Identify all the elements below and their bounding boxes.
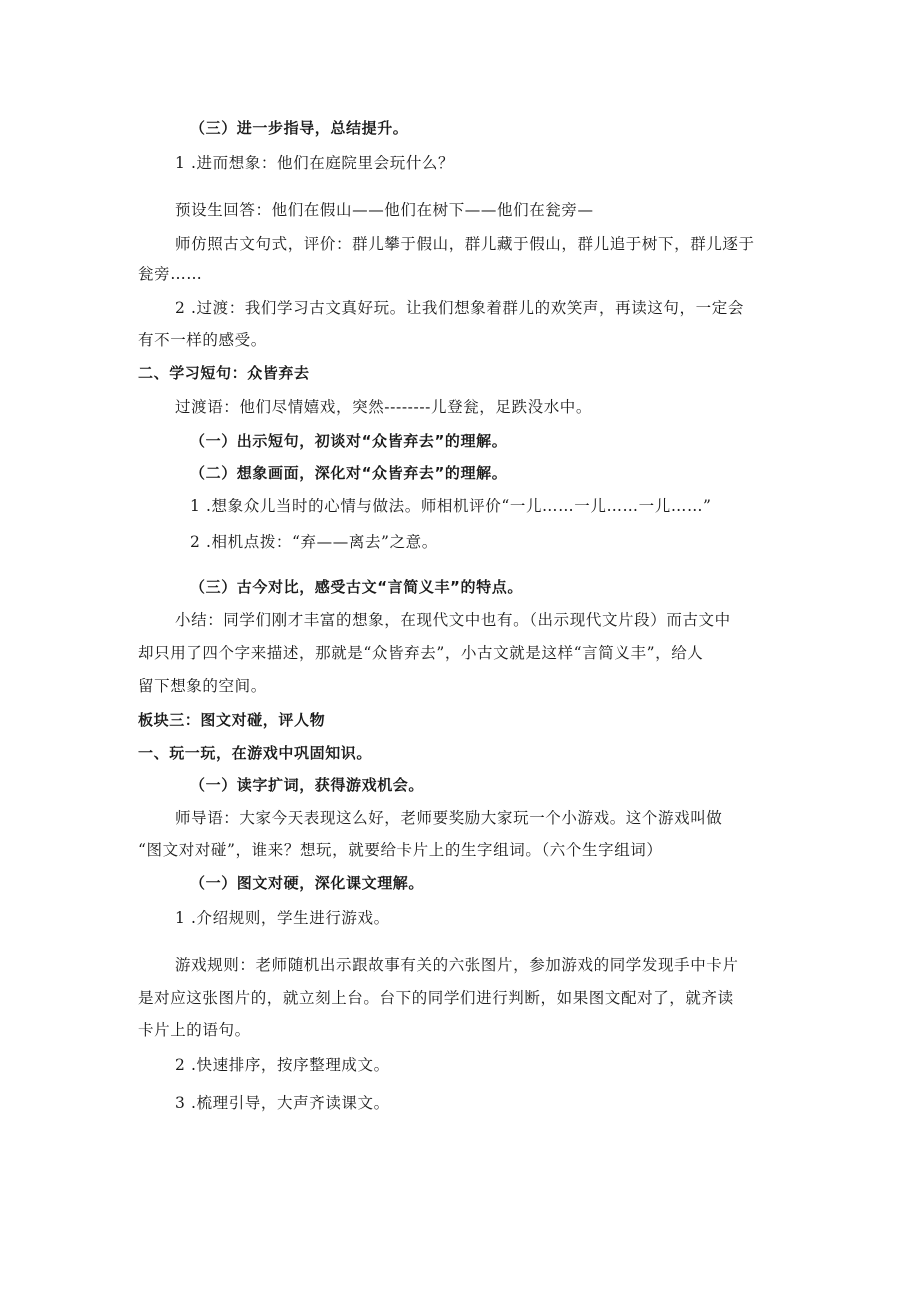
paragraph-hint: 2 .相机点拨：“弃——离去”之意。	[190, 533, 438, 551]
paragraph-teacher-guide-cont: “图文对对碰”，谁来？想玩，就要给卡片上的生字组词。（六个生字组词）	[138, 841, 663, 859]
paragraph-teacher-guide: 师导语：大家今天表现这么好，老师要奖励大家玩一个小游戏。这个游戏叫做	[175, 809, 723, 827]
paragraph-summary: 小结：同学们刚才丰富的想象，在现代文中也有。（出示现代文片段）而古文中	[175, 611, 731, 629]
paragraph-transition-words: 过渡语：他们尽情嬉戏，突然--------儿登瓮，足跌没水中。	[175, 398, 592, 416]
paragraph-quick-sort: 2 .快速排序，按序整理成文。	[175, 1056, 390, 1074]
paragraph-summary-cont-1: 却只用了四个字来描述，那就是“众皆弃去”，小古文就是这样“言简义丰”，给人	[138, 644, 704, 662]
paragraph-game-rules: 游戏规则：老师随机出示跟故事有关的六张图片，参加游戏的同学发现手中卡片	[175, 956, 739, 974]
paragraph-game-rules-cont-2: 卡片上的语句。	[138, 1021, 251, 1039]
paragraph-imagine: 1 .进而想象：他们在庭院里会玩什么？	[175, 154, 455, 172]
paragraph-introduce-rules: 1 .介绍规则，学生进行游戏。	[175, 909, 390, 927]
paragraph-transition: 2 .过渡：我们学习古文真好玩。让我们想象着群儿的欢笑声，再读这句，一定会	[175, 299, 744, 317]
subheading-contrast: （三）古今对比，感受古文“言简义丰”的特点。	[190, 578, 523, 596]
paragraph-game-rules-cont-1: 是对应这张图片的，就立刻上台。台下的同学们进行判断，如果图文配对了，就齐读	[138, 989, 734, 1007]
heading-play-game: 一、玩一玩，在游戏中巩固知识。	[138, 744, 373, 762]
paragraph-guide-read: 3 .梳理引导，大声齐读课文。	[175, 1094, 390, 1112]
heading-section-three: 板块三：图文对碰，评人物	[138, 711, 326, 729]
subheading-match-pictures: （一）图文对硬，深化课文理解。	[190, 874, 425, 892]
paragraph-transition-cont: 有不一样的感受。	[138, 331, 267, 349]
subheading-read-words: （一）读字扩词，获得游戏机会。	[190, 776, 425, 794]
subheading-imagine-scene: （二）想象画面，深化对“众皆弃去”的理解。	[190, 464, 508, 482]
paragraph-teacher-comment: 师仿照古文句式，评价：群儿攀于假山，群儿藏于假山，群儿追于树下，群儿逐于	[175, 235, 755, 253]
paragraph-summary-cont-2: 留下想象的空间。	[138, 677, 267, 695]
paragraph-imagine-feelings: 1 .想象众儿当时的心情与做法。师相机评价“一儿……一儿……一儿……”	[190, 497, 712, 515]
paragraph-preset-answer: 预设生回答：他们在假山——他们在树下——他们在瓮旁—	[175, 201, 594, 219]
subheading-guidance: （三）进一步指导，总结提升。	[190, 119, 409, 137]
subheading-show-sentence: （一）出示短句，初谈对“众皆弃去”的理解。	[190, 432, 508, 450]
paragraph-teacher-comment-cont: 瓮旁……	[138, 265, 203, 283]
heading-short-sentence: 二、学习短句：众皆弃去	[138, 364, 310, 382]
